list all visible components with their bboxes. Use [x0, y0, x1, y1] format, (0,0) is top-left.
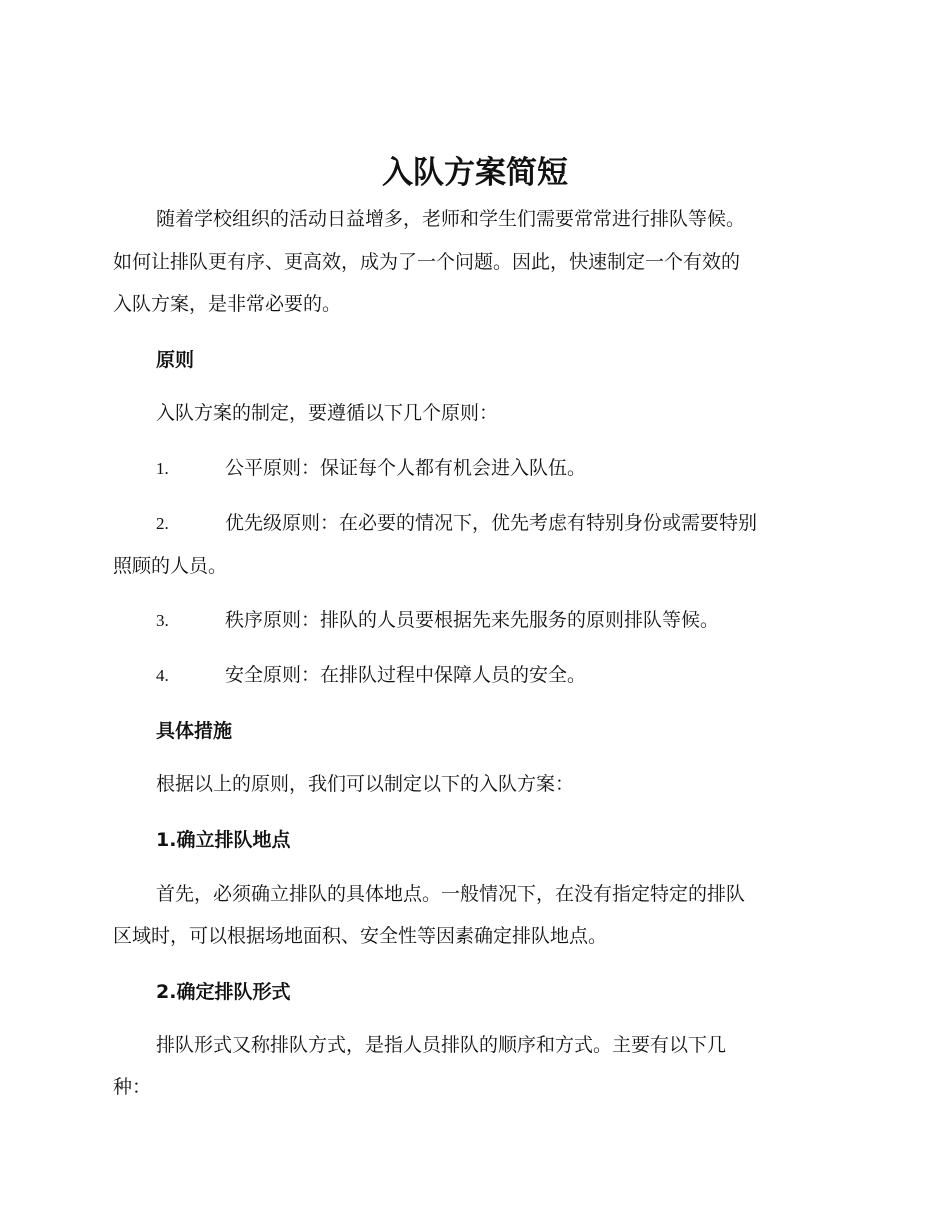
section-1-line-1: 首先，必须确立排队的具体地点。一般情况下，在没有指定特定的排队: [156, 883, 746, 905]
section-1-heading: 1.确立排队地点: [156, 829, 291, 851]
list-item: [113, 502, 833, 545]
principles-lead: 入队方案的制定，要遵循以下几个原则：: [156, 402, 499, 424]
list-item: [113, 599, 833, 642]
list-item-text: 优先级原则：在必要的情况下，优先考虑有特别身份或需要特别: [225, 512, 758, 534]
list-item-number: 3.: [156, 611, 169, 630]
principles-heading: 原则: [156, 349, 195, 371]
list-item-continuation: 照顾的人员。: [113, 555, 228, 577]
intro-line-1: 随着学校组织的活动日益增多，老师和学生们需要常常进行排队等候。: [156, 208, 746, 230]
intro-line-2: 如何让排队更有序、更高效，成为了一个问题。因此，快速制定一个有效的: [113, 251, 741, 273]
measures-lead: 根据以上的原则，我们可以制定以下的入队方案：: [156, 773, 575, 795]
section-2-heading: 2.确定排队形式: [156, 981, 291, 1003]
intro-line-3: 入队方案，是非常必要的。: [113, 293, 342, 315]
list-item-text: 公平原则：保证每个人都有机会进入队伍。: [225, 457, 587, 479]
list-item-text: 秩序原则：排队的人员要根据先来先服务的原则排队等候。: [225, 609, 720, 631]
list-item-text: 安全原则：在排队过程中保障人员的安全。: [225, 664, 587, 686]
page-title: 入队方案简短: [382, 155, 568, 191]
measures-heading: 具体措施: [156, 720, 233, 742]
list-item: [113, 447, 833, 490]
section-1-line-2: 区域时，可以根据场地面积、安全性等因素确定排队地点。: [113, 925, 608, 947]
section-2-line-1: 排队形式又称排队方式，是指人员排队的顺序和方式。主要有以下几: [156, 1034, 727, 1056]
list-item-number: 4.: [156, 666, 169, 685]
list-item: [113, 654, 833, 697]
list-item-number: 1.: [156, 459, 169, 478]
list-item-number: 2.: [156, 514, 169, 533]
section-2-line-2: 种：: [113, 1076, 152, 1098]
